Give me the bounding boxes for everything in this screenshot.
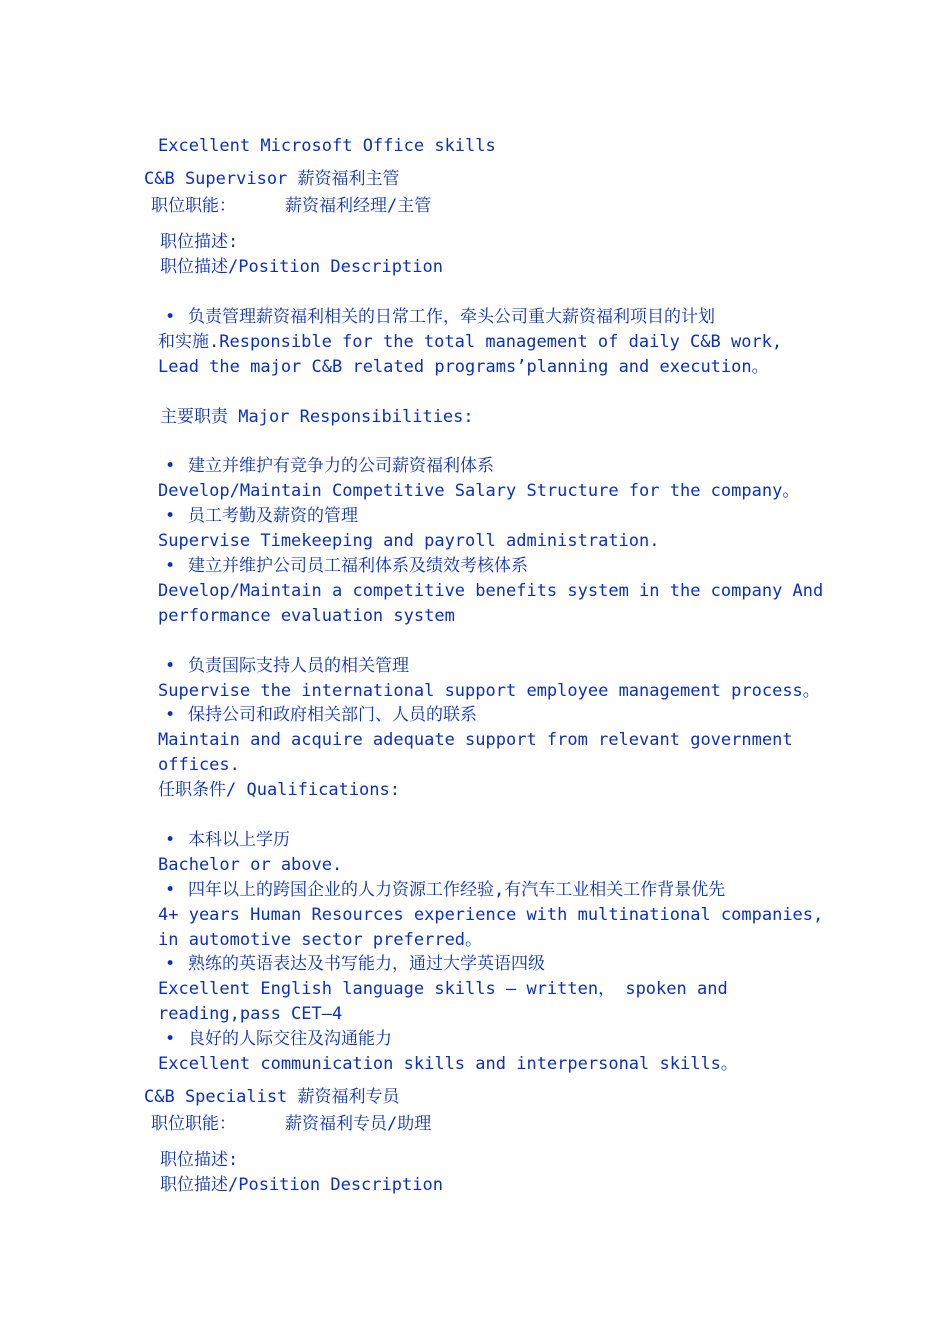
qualification-cn: 四年以上的跨国企业的人力资源工作经验,有汽车工业相关工作背景优先 (188, 880, 726, 900)
bullet-icon: • (165, 506, 176, 526)
bullet-icon: • (165, 456, 176, 476)
job-desc-label: 职位描述: (160, 232, 239, 252)
qualification-cn: 良好的人际交往及沟通能力 (188, 1029, 392, 1049)
summary-bullet (158, 305, 715, 330)
qualification-en: reading,pass CET—4 (158, 1004, 343, 1024)
responsibility-bullet (158, 504, 358, 529)
job-function-row (151, 1112, 431, 1137)
summary-bullet-text: 负责管理薪资福利相关的日常工作，牵头公司重大薪资福利项目的计划 (188, 307, 715, 327)
job-function-value: 薪资福利专员/助理 (285, 1114, 432, 1134)
bullet-icon: • (165, 1029, 176, 1049)
summary-line: Lead the major C&B related programs’planning and execution。 (158, 357, 769, 377)
qualification-bullet (158, 1027, 392, 1052)
responsibility-cn: 保持公司和政府相关部门、人员的联系 (188, 705, 477, 725)
summary-line: 和实施.Responsible for the total management of daily C&B work, (158, 332, 783, 352)
responsibility-en: Develop/Maintain a competitive benefits system in the company And (158, 581, 824, 601)
responsibility-en: Develop/Maintain Competitive Salary Structure for the company。 (158, 481, 800, 501)
bullet-icon: • (165, 830, 176, 850)
job-desc-heading: 职位描述/Position Description (160, 257, 443, 277)
qualification-en: Bachelor or above. (158, 855, 343, 875)
responsibility-en: Supervise Timekeeping and payroll administration. (158, 531, 660, 551)
responsibility-en: performance evaluation system (158, 606, 455, 626)
qualification-cn: 熟练的英语表达及书写能力，通过大学英语四级 (188, 954, 545, 974)
qualification-bullet (158, 952, 545, 977)
responsibility-bullet (158, 554, 528, 579)
job-function-row (151, 194, 431, 219)
bullet-icon: • (165, 656, 176, 676)
responsibility-cn: 建立并维护公司员工福利体系及绩效考核体系 (188, 556, 528, 576)
responsibility-bullet (158, 654, 409, 679)
job-function-value: 薪资福利经理/主管 (285, 196, 432, 216)
qualification-en: Excellent English language skills — written， spoken and (158, 979, 728, 999)
job-function-label: 职位职能： (151, 1114, 236, 1134)
qualification-en: 4+ years Human Resources experience with multinational companies, (158, 905, 824, 925)
bullet-icon: • (165, 954, 176, 974)
section-title-specialist: C&B Specialist 薪资福利专员 (144, 1087, 400, 1107)
bullet-icon: • (165, 880, 176, 900)
qualification-bullet (158, 878, 725, 903)
responsibility-en: offices. (158, 755, 240, 775)
job-function-label: 职位职能： (151, 196, 236, 216)
section-title-supervisor: C&B Supervisor 薪资福利主管 (144, 169, 400, 189)
skills-line: Excellent Microsoft Office skills (158, 136, 496, 156)
responsibility-cn: 建立并维护有竞争力的公司薪资福利体系 (188, 456, 494, 476)
qualifications-heading: 任职条件/ Qualifications: (158, 780, 400, 800)
responsibility-en: Maintain and acquire adequate support from relevant government (158, 730, 793, 750)
responsibility-cn: 负责国际支持人员的相关管理 (188, 656, 409, 676)
bullet-icon: • (165, 705, 176, 725)
responsibility-bullet (158, 454, 494, 479)
responsibility-cn: 员工考勤及薪资的管理 (188, 506, 358, 526)
bullet-icon: • (165, 307, 176, 327)
qualification-bullet (158, 828, 290, 853)
bullet-icon: • (165, 556, 176, 576)
job-desc-label: 职位描述: (160, 1150, 239, 1170)
responsibilities-heading: 主要职责 Major Responsibilities: (160, 407, 474, 427)
qualification-cn: 本科以上学历 (188, 830, 290, 850)
job-desc-heading: 职位描述/Position Description (160, 1175, 443, 1195)
responsibility-en: Supervise the international support employee management process。 (158, 681, 820, 701)
responsibility-bullet (158, 703, 477, 728)
qualification-en: in automotive sector preferred。 (158, 930, 483, 950)
qualification-en: Excellent communication skills and interpersonal skills。 (158, 1054, 738, 1074)
